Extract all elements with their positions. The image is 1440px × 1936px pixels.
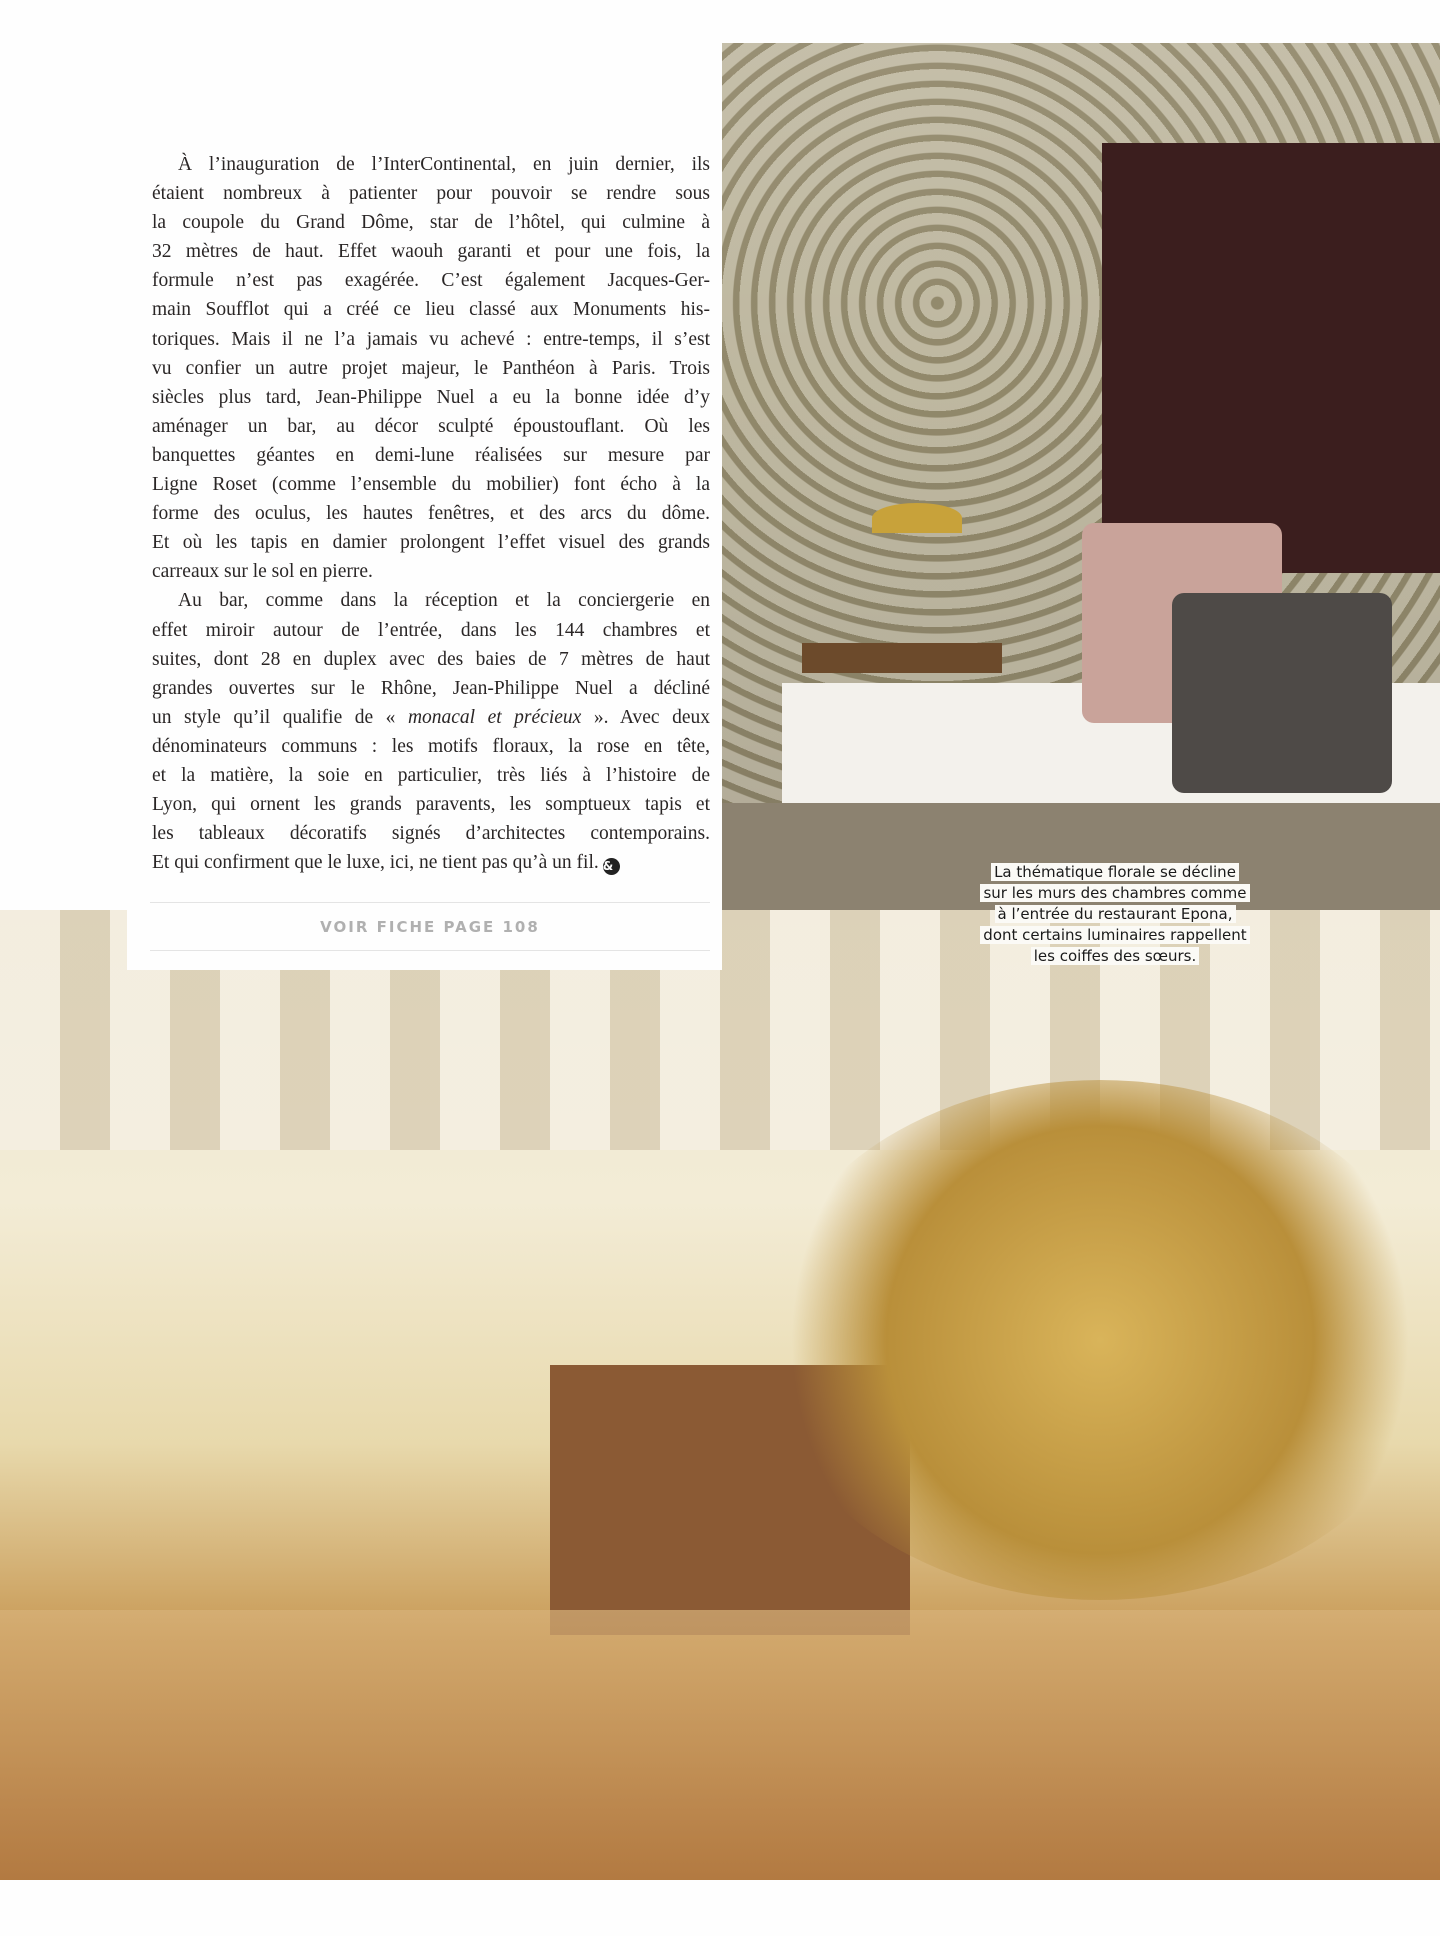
text-line: un style qu’il qualifie de « monacal et précieux ». Avec deux — [152, 706, 710, 728]
text-line: vu confier un autre projet majeur, le Panthéon à Paris. Trois — [152, 357, 710, 379]
text-line: siècles plus tard, Jean-Philippe Nuel a eu la bonne idée d’y — [152, 386, 710, 408]
paragraph-1 — [152, 150, 710, 586]
text-line: les tableaux décoratifs signés d’architectes contemporains. — [152, 823, 710, 845]
text-line: suites, dont 28 en duplex avec des baies de 7 mètres de haut — [152, 648, 710, 670]
text-line: carreaux sur le sol en pierre. — [152, 561, 373, 583]
text-line: étaient nombreux à patienter pour pouvoir se rendre sous — [152, 183, 710, 205]
text-line: grandes ouvertes sur le Rhône, Jean-Philippe Nuel a décliné — [152, 677, 710, 699]
text-line: et la matière, la soie en particulier, très liés à l’histoire de — [152, 764, 710, 786]
divider — [150, 902, 710, 903]
dining-tables — [0, 1610, 1440, 1880]
headboard — [1102, 143, 1440, 573]
text-line: Et où les tapis en damier prolongent l’effet visuel des grands — [152, 532, 710, 554]
restaurant-photo — [0, 910, 1440, 1880]
end-of-article-icon: & — [603, 858, 620, 875]
text-line: formule n’est pas exagérée. C’est également Jacques-Ger- — [152, 270, 710, 292]
text-line: forme des oculus, les hautes fenêtres, et des arcs du dôme. — [152, 503, 710, 525]
grey-pillow — [1172, 593, 1392, 793]
text-line: Et qui confirment que le luxe, ici, ne tient pas qu’à un fil. & — [152, 848, 710, 877]
text-line: main Soufflot qui a créé ce lieu classé aux Monuments his- — [152, 299, 710, 321]
text-line: 32 mètres de haut. Effet waouh garanti et pour une fois, la — [152, 241, 710, 263]
caption-line: dont certains luminaires rappellent — [980, 926, 1249, 944]
see-page-link: VOIR FICHE PAGE 108 — [320, 918, 540, 936]
text-line: Lyon, qui ornent les grands paravents, les somptueux tapis et — [152, 794, 710, 816]
gold-chandelier — [760, 1080, 1440, 1600]
text-line: Ligne Roset (comme l’ensemble du mobilier) font écho à la — [152, 474, 710, 496]
bedroom-photo — [722, 43, 1440, 910]
divider — [150, 950, 710, 951]
caption-line: sur les murs des chambres comme — [980, 884, 1249, 902]
text-line: À l’inauguration de l’InterContinental, en juin dernier, ils — [178, 154, 710, 175]
caption-line: La thématique florale se décline — [991, 863, 1239, 881]
gold-lamp — [872, 503, 962, 533]
text-line: dénominateurs communs : les motifs floraux, la rose en tête, — [152, 735, 710, 757]
nightstand — [802, 643, 1002, 673]
text-line: la coupole du Grand Dôme, star de l’hôtel, qui culmine à — [152, 212, 710, 234]
text-line: banquettes géantes en demi-lune réalisées sur mesure par — [152, 444, 710, 466]
text-line: aménager un bar, au décor sculpté époustouflant. Où les — [152, 415, 710, 437]
text-line: toriques. Mais il ne l’a jamais vu achevé : entre-temps, il s’est — [152, 328, 710, 350]
text-line: effet miroir autour de l’entrée, dans les 144 chambres et — [152, 619, 710, 641]
text-line: Au bar, comme dans la réception et la conciergerie en — [178, 590, 710, 612]
caption-line: les coiffes des sœurs. — [1031, 947, 1199, 965]
paragraph-2 — [152, 586, 710, 877]
article-body — [152, 150, 710, 877]
photo-caption — [950, 862, 1280, 967]
caption-line: à l’entrée du restaurant Epona, — [995, 905, 1236, 923]
